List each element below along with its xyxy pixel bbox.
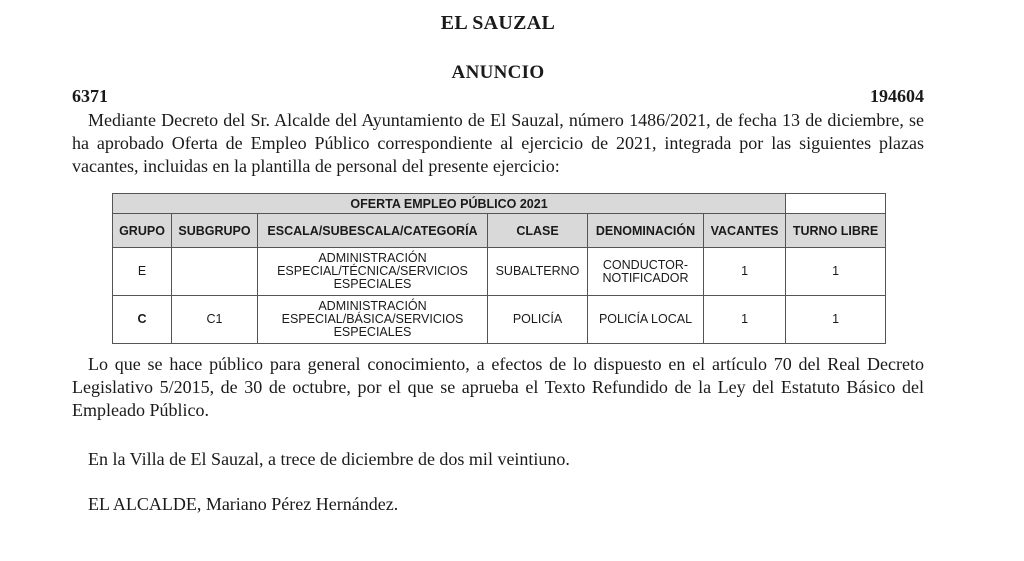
cell-escala: ADMINISTRACIÓN ESPECIAL/TÉCNICA/SERVICIOS ESPECIALES [258,248,488,296]
table-title-row [113,194,886,214]
signature-paragraph: EL ALCALDE, Mariano Pérez Hernández. [88,494,399,514]
cell-grupo: C [113,296,172,344]
column-header: DENOMINACIÓN [588,214,704,248]
intro-paragraph: Mediante Decreto del Sr. Alcalde del Ayuntamiento de El Sauzal, número 1486/2021, de fecha 13 de diciembre, se ha aprobado Oferta de Empleo Público correspondiente al ejercicio de 2021, integrada por las siguientes plazas vacantes, incluidas en la plantilla de personal del presente ejercicio: [72,110,924,176]
column-header: SUBGRUPO [172,214,258,248]
cell-subgrupo: C1 [172,296,258,344]
cell-grupo: E [113,248,172,296]
column-header: VACANTES [704,214,786,248]
municipality-title: EL SAUZAL [440,12,556,34]
reference-left: 6371 [72,86,108,106]
cell-turno-libre: 1 [786,296,886,344]
cell-subgrupo [172,248,258,296]
column-header: GRUPO [113,214,172,248]
table-header-row [113,214,886,248]
cell-vacantes: 1 [704,248,786,296]
cell-vacantes: 1 [704,296,786,344]
column-header: CLASE [488,214,588,248]
table-title-blank-cell [786,194,886,214]
cell-denominacion: POLICÍA LOCAL [588,296,704,344]
cell-denominacion: CONDUCTOR-NOTIFICADOR [588,248,704,296]
cell-turno-libre: 1 [786,248,886,296]
table-row [113,248,886,296]
table-row [113,296,886,344]
cell-clase: POLICÍA [488,296,588,344]
reference-right: 194604 [870,86,924,106]
job-offer-table [112,193,886,344]
announcement-title: ANUNCIO [451,62,545,83]
publication-paragraph: Lo que se hace público para general conocimiento, a efectos de lo dispuesto en el artículo 70 del Real Decreto Legislativo 5/2015, de 30 de octubre, por el que se aprueba el Texto Refundido de la Ley del Estatuto Básico del Empleado Público. [72,354,924,420]
table-title: OFERTA EMPLEO PÚBLICO 2021 [113,194,786,214]
column-header: ESCALA/SUBESCALA/CATEGORÍA [258,214,488,248]
cell-escala: ADMINISTRACIÓN ESPECIAL/BÁSICA/SERVICIOS ESPECIALES [258,296,488,344]
column-header: TURNO LIBRE [786,214,886,248]
cell-clase: SUBALTERNO [488,248,588,296]
place-date-paragraph: En la Villa de El Sauzal, a trece de diciembre de dos mil veintiuno. [88,449,570,469]
